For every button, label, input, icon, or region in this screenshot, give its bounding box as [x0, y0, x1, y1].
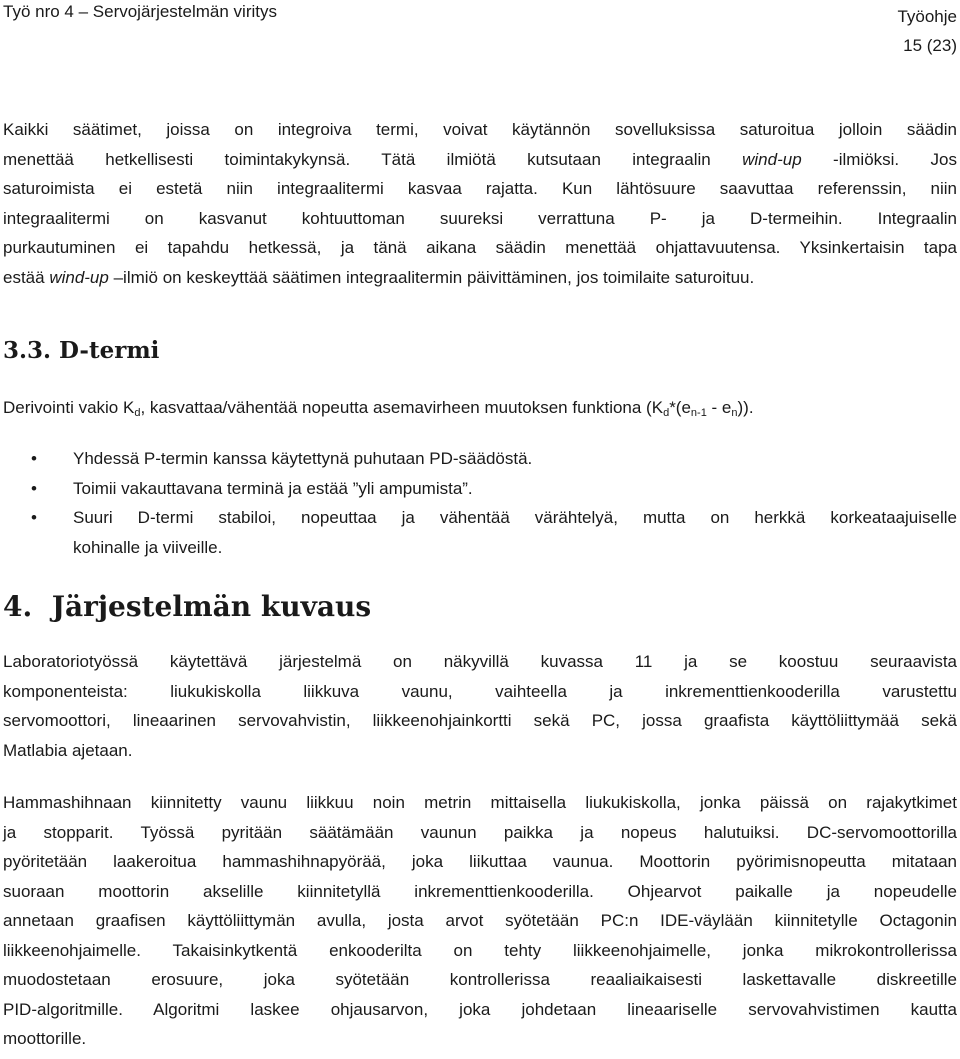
header-doc-type: Työohje — [897, 7, 957, 26]
paragraph-system-operation — [3, 788, 957, 1054]
list-item: • Yhdessä P-termin kanssa käytettynä puhutaan PD-säädöstä. — [3, 444, 957, 474]
text-line: integraalitermi on kasvanut kohtuuttoman suureksi verrattuna P- ja D-termeihin. Integraalin — [3, 208, 957, 228]
section-heading-3-3 — [3, 337, 159, 364]
section-number: 3.3. — [3, 337, 52, 364]
text-line: muodostetaan erosuure, joka syötetään kontrollerissa reaaliaikaisesti laskettavalle diskreetille — [3, 970, 957, 989]
text-line: PID-algoritmille. Algoritmi laskee ohjausarvon, joka johdetaan lineaariselle servovahvistimen kautta — [3, 999, 957, 1019]
text-line: komponenteista: liukukiskolla liikkuva vaunu, vaihteella ja inkrementtienkooderilla varustettu — [3, 681, 957, 701]
section-title: Järjestelmän kuvaus — [51, 590, 372, 623]
section-title: D-termi — [59, 337, 160, 364]
text-line: servomoottori, lineaarinen servovahvistin, liikkeenohjainkortti sekä PC, jossa graafista käyttöliittymää sekä — [3, 711, 957, 730]
text-line: Hammashihnaan kiinnitetty vaunu liikkuu noin metrin mittaisella liukukiskolla, jonka päissä on rajakytkimet — [3, 793, 957, 812]
text-line: Derivointi vakio $K_d$, kasvattaa/vähentää nopeutta asemavirheen muutoksen funktiona $(K_d*(e_{n-1} - e_n))$. — [3, 398, 754, 419]
text-line: Matlabia ajetaan. — [3, 740, 133, 760]
header-page-number: 15 (23) — [903, 36, 957, 55]
bullet-icon: • — [31, 478, 37, 498]
text-line: liikkeenohjaimelle. Takaisinkytkentä enkooderilta on tehty liikkeenohjaimelle, jonka mikrokontrollerissa — [3, 940, 957, 960]
header-title: Työ nro 4 – Servojärjestelmän viritys — [3, 2, 277, 21]
text-line: menettää hetkellisesti toimintakykynsä. Tätä ilmiötä kutsutaan integraalin wind-up -ilmiöksi. Jos — [3, 149, 957, 169]
paragraph-integral-windup — [3, 115, 957, 292]
text-line: Laboratoriotyössä käytettävä järjestelmä on näkyvillä kuvassa 11 ja se koostuu seuraavista — [3, 652, 957, 671]
list-item: • Suuri D-termi stabiloi, nopeuttaa ja vähentää värähtelyä, mutta on herkkä korkeataajuiselle kohinalle ja viiveille. — [3, 503, 957, 562]
text-line: pyöritetään laakeroitua hammashihnapyörää, joka liikuttaa vaunua. Moottorin pyörimisnopeutta mitataan — [3, 852, 957, 871]
text-line: moottorille. — [3, 1029, 87, 1048]
bullet-icon: • — [31, 508, 37, 527]
list-item: • Toimii vakauttavana terminä ja estää ”yli ampumista”. — [3, 474, 957, 504]
paragraph-derivative — [3, 393, 957, 423]
text-line: saturoimista ei estetä niin integraalitermi kasvaa rajatta. Kun lähtösuure saavuttaa referenssin, niin — [3, 179, 957, 198]
section-number: 4. — [3, 590, 33, 623]
text-line: annetaan graafisen käyttöliittymän avulla, josta arvot syötetään PC:n IDE-väylään kiinnitetylle Octagonin — [3, 911, 957, 930]
text-line: purkautuminen ei tapahdu hetkessä, ja tänä aikana säädin menettää ohjattavuutensa. Yksinkertaisin tapa — [3, 238, 957, 257]
section-heading-4 — [3, 590, 371, 623]
bullet-icon: • — [31, 449, 37, 468]
text-line: suoraan moottorin akselille kiinnitetyllä inkrementtienkooderilla. Ohjearvot paikalle ja nopeudelle — [3, 881, 957, 901]
text-line: Kaikki säätimet, joissa on integroiva termi, voivat käytännön sovelluksissa saturoitua jolloin säädin — [3, 120, 957, 139]
header-meta — [897, 2, 957, 60]
paragraph-system-components — [3, 647, 957, 765]
text-line: estää wind-up –ilmiö on keskeyttää säätimen integraalitermin päivittäminen, jos toimilaite saturoituu. — [3, 267, 755, 287]
text-line: ja stopparit. Työssä pyritään säätämään vaunun paikka ja nopeus halutuiksi. DC-servomoottorilla — [3, 822, 957, 842]
bullet-list — [3, 444, 957, 562]
